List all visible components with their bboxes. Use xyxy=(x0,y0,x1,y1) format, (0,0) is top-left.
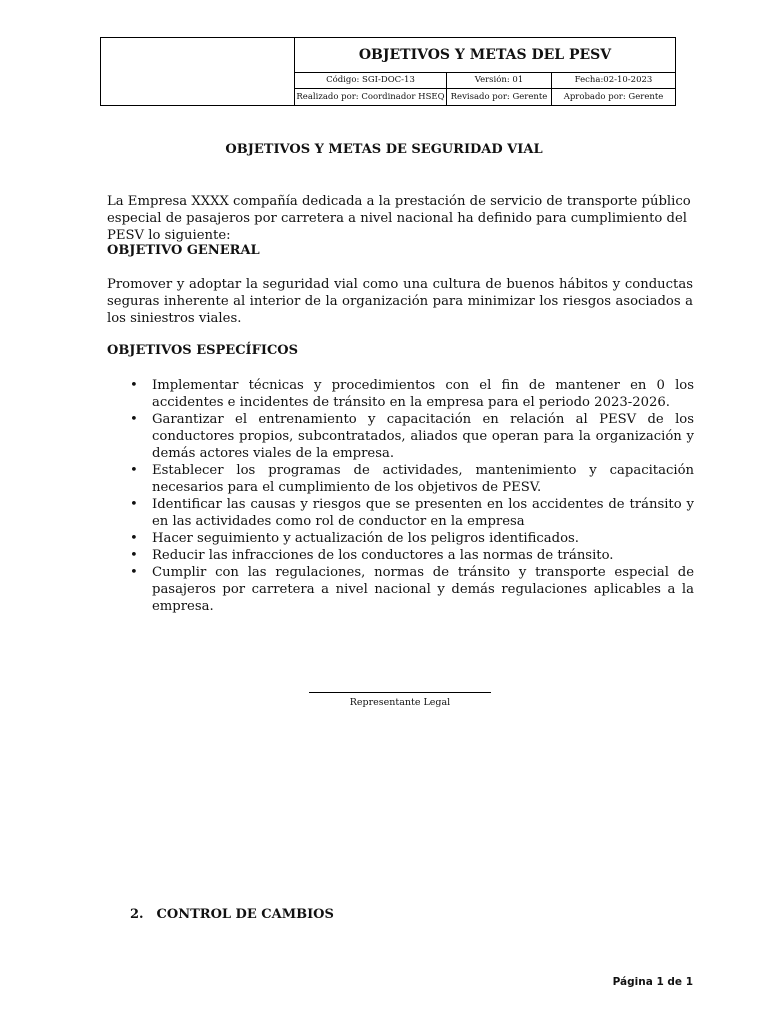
reviewed-by: Revisado por: Gerente xyxy=(447,89,552,105)
header-meta-row xyxy=(295,72,675,89)
specific-objectives-list xyxy=(152,377,694,615)
section-heading xyxy=(130,907,334,922)
list-item: • Identificar las causas y riesgos que se presenten en los accidentes de tránsito y en las actividades como rol de conductor en la empresa xyxy=(152,496,694,530)
specific-objectives-heading: OBJETIVOS ESPECÍFICOS xyxy=(107,343,299,358)
document-date: Fecha:02-10-2023 xyxy=(574,75,653,85)
document-title: OBJETIVOS Y METAS DE SEGURIDAD VIAL xyxy=(225,142,543,157)
approved-by: Aprobado por: Gerente xyxy=(563,92,664,102)
list-item: • Implementar técnicas y procedimientos con el fin de mantener en 0 los accidentes e incidentes de tránsito en la empresa para el periodo 2023-2026. xyxy=(152,377,694,411)
document-code: Código: SGI-DOC-13 xyxy=(295,72,447,88)
list-item: • Establecer los programas de actividades, mantenimiento y capacitación necesarios para el cumplimiento de los objetivos de PESV. xyxy=(152,462,694,496)
general-objective-text: Promover y adoptar la seguridad vial como una cultura de buenos hábitos y conductas seguras inherente al interior de la organización para minimizar los riesgos asociados a los siniestros viales. xyxy=(107,277,693,326)
logo-placeholder xyxy=(101,38,295,105)
section-title: CONTROL DE CAMBIOS xyxy=(156,907,334,922)
document-header-table xyxy=(100,37,676,106)
list-item: • Cumplir con las regulaciones, normas de tránsito y transporte especial de pasajeros por carretera a nivel nacional y demás regulaciones aplicables a la empresa. xyxy=(152,564,694,615)
section-number: 2. xyxy=(130,907,144,922)
document-version: Versión: 01 xyxy=(447,72,552,88)
general-objective-heading: OBJETIVO GENERAL xyxy=(107,243,260,258)
header-approval-row xyxy=(295,89,675,105)
list-item: • Reducir las infracciones de los conductores a las normas de tránsito. xyxy=(152,547,694,564)
page-number: Página 1 de 1 xyxy=(612,976,693,988)
prepared-by: Realizado por: Coordinador HSEQ xyxy=(295,89,447,105)
list-item: • Hacer seguimiento y actualización de los peligros identificados. xyxy=(152,530,694,547)
signature-line xyxy=(309,692,491,693)
list-item: • Garantizar el entrenamiento y capacitación en relación al PESV de los conductores propios, subcontratados, aliados que operan para la organización y demás actores viales de la empresa. xyxy=(152,411,694,462)
header-title: OBJETIVOS Y METAS DEL PESV xyxy=(295,38,675,73)
intro-paragraph: La Empresa XXXX compañía dedicada a la prestación de servicio de transporte público especial de pasajeros por carretera a nivel nacional ha definido para cumplimiento del PESV lo siguiente: xyxy=(107,194,691,243)
signature-label: Representante Legal xyxy=(349,697,451,708)
